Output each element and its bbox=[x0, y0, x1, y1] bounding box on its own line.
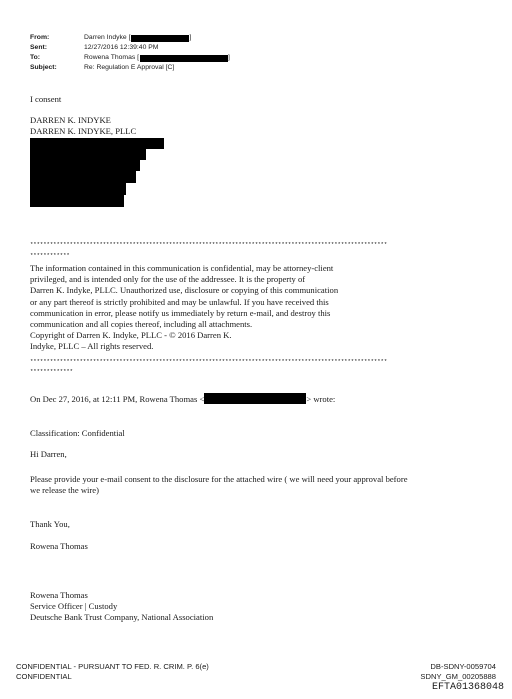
notice-line: communication in error, please notify us immediately by return e-mail, and destroy this bbox=[30, 307, 331, 318]
notice-line: communication and all copies thereof, including all attachments. bbox=[30, 319, 253, 330]
sender-name: Rowena Thomas bbox=[30, 541, 88, 551]
redaction-box bbox=[131, 34, 192, 42]
signature-title: Service Officer | Custody bbox=[30, 601, 118, 612]
notice-line: The information contained in this communication is confidential, may be attorney-client bbox=[30, 263, 334, 273]
footer-left bbox=[16, 662, 209, 682]
asterisk-divider-short: ************* bbox=[30, 368, 73, 375]
redaction-box bbox=[30, 149, 146, 160]
from-label: From: bbox=[30, 34, 50, 41]
to-bracket: ] bbox=[228, 54, 230, 61]
request-line: we release the wire) bbox=[30, 485, 99, 496]
redaction-box bbox=[30, 160, 140, 171]
thanks-text: Thank You, bbox=[30, 519, 70, 529]
signature-name: Rowena Thomas bbox=[30, 590, 88, 600]
bates-number: SDNY_GM_00205888 bbox=[420, 672, 496, 681]
sent-row bbox=[30, 43, 230, 53]
notice-line: Darren K. Indyke, PLLC. Unauthorized use, disclosure or copying of this communication bbox=[30, 285, 339, 296]
confidential-notice: CONFIDENTIAL - PURSUANT TO FED. R. CRIM. P. 6(e) bbox=[16, 662, 209, 671]
notice-line: privileged, and is intended only for the use of the addressee. It is the property of bbox=[30, 274, 306, 285]
signature-name: DARREN K. INDYKE bbox=[30, 115, 111, 125]
classification-text: Classification: Confidential bbox=[30, 428, 125, 438]
redaction-box bbox=[30, 183, 126, 195]
quote-attribution bbox=[30, 393, 335, 404]
subject-row bbox=[30, 63, 230, 73]
to-label: To: bbox=[30, 54, 41, 61]
to-value: Rowena Thomas [ bbox=[84, 54, 140, 61]
greeting-text: Hi Darren, bbox=[30, 449, 67, 459]
redaction-box bbox=[30, 171, 136, 183]
notice-line: Copyright of Darren K. Indyke, PLLC - © 2016 Darren K. bbox=[30, 330, 232, 341]
redaction-box bbox=[140, 55, 228, 62]
bates-number: DB-SDNY-0059704 bbox=[430, 662, 496, 671]
to-row bbox=[30, 53, 230, 63]
from-row bbox=[30, 33, 230, 43]
consent-text: I consent bbox=[30, 94, 62, 104]
quote-suffix: > wrote: bbox=[306, 393, 336, 404]
notice-line: Indyke, PLLC – All rights reserved. bbox=[30, 341, 154, 352]
request-line: Please provide your e-mail consent to the disclosure for the attached wire ( we will need your approval before bbox=[30, 474, 408, 484]
sent-label: Sent: bbox=[30, 44, 47, 51]
subject-value: Re: Regulation E Approval [C] bbox=[84, 64, 175, 71]
signature-firm: DARREN K. INDYKE, PLLC bbox=[30, 126, 137, 136]
footer-right bbox=[420, 662, 496, 682]
asterisk-divider: ************************************************************************************************************ bbox=[30, 358, 388, 365]
efta-number: EFTA01368048 bbox=[431, 682, 504, 693]
confidential-label: CONFIDENTIAL bbox=[16, 672, 72, 681]
from-bracket: ] bbox=[189, 34, 192, 41]
signature-company: Deutsche Bank Trust Company, National Association bbox=[30, 612, 214, 623]
redaction-box bbox=[204, 393, 306, 404]
asterisk-divider: ************************************************************************************************************ bbox=[30, 241, 388, 248]
sender-signature bbox=[30, 590, 213, 624]
request-text bbox=[30, 474, 408, 496]
from-value: Darren Indyke [ bbox=[84, 34, 131, 41]
redaction-box bbox=[30, 195, 124, 207]
email-header bbox=[30, 33, 230, 73]
notice-line: or any part thereof is strictly prohibited and may be unlawful. If you have received this bbox=[30, 296, 329, 307]
subject-label: Subject: bbox=[30, 64, 57, 71]
asterisk-divider-short: ************ bbox=[30, 252, 70, 259]
redaction-box bbox=[30, 138, 164, 149]
sent-value: 12/27/2016 12:39:40 PM bbox=[84, 44, 159, 51]
confidentiality-notice bbox=[30, 263, 338, 353]
quote-prefix: On Dec 27, 2016, at 12:11 PM, Rowena Thomas < bbox=[30, 393, 205, 404]
